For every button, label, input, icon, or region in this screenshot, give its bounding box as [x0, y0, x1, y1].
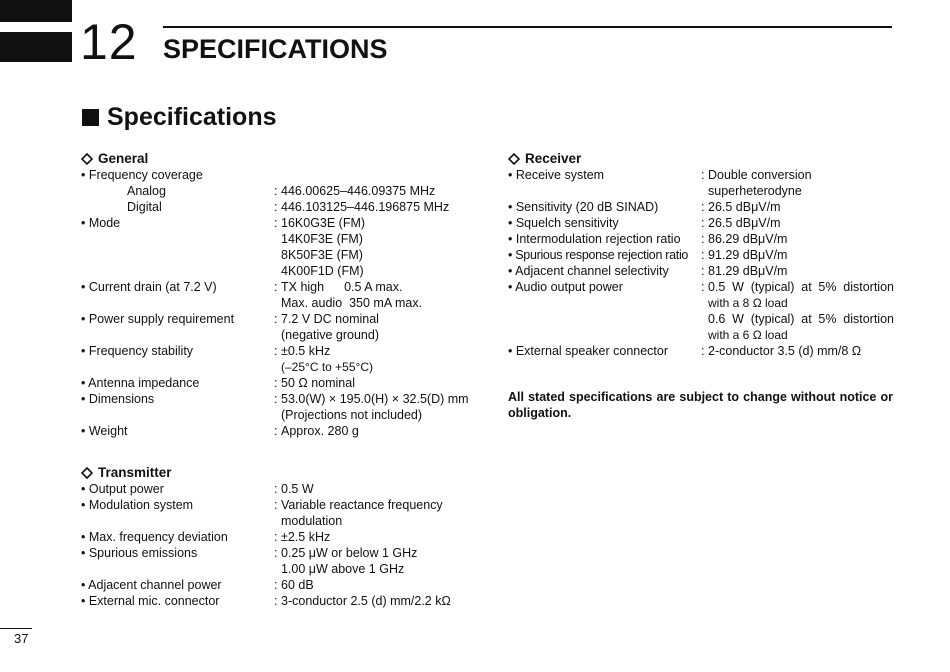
- spec-row-adjacent-power: [81, 577, 471, 593]
- separator: :: [274, 312, 278, 326]
- square-bullet-icon: [82, 109, 99, 126]
- spec-row-weight: [81, 423, 471, 439]
- separator: :: [701, 248, 705, 262]
- separator: :: [274, 200, 278, 214]
- separator: :: [701, 200, 705, 214]
- spec-value: 8K50F3E (FM): [281, 248, 363, 262]
- spec-row-dimensions: [81, 391, 471, 423]
- spec-value: 16K0G3E (FM): [281, 216, 366, 230]
- page-number: 37: [14, 631, 29, 646]
- spec-label: • Dimensions: [81, 392, 155, 406]
- chapter-tab-bar-top: [0, 0, 72, 22]
- spec-label: • Max. frequency deviation: [81, 530, 228, 544]
- separator: :: [701, 344, 705, 358]
- right-column: [508, 151, 894, 421]
- spec-value: 2-conductor 3.5 (d) mm/8 Ω: [708, 344, 862, 358]
- separator: :: [274, 280, 278, 294]
- spec-value: 60 dB: [281, 578, 314, 592]
- spec-row-modulation-system: [81, 497, 471, 529]
- spec-value: 7.2 V DC nominal: [281, 312, 379, 326]
- spec-value: 86.29 dBμV/m: [708, 232, 788, 246]
- separator: :: [274, 594, 278, 608]
- diamond-outline-icon: [81, 153, 93, 165]
- spec-value: 50 Ω nominal: [281, 376, 355, 390]
- spec-value: 14K0F3E (FM): [281, 232, 363, 246]
- spec-value: 26.5 dBμV/m: [708, 216, 781, 230]
- spec-label: • Spurious emissions: [81, 546, 198, 560]
- spec-label: • Adjacent channel power: [81, 578, 222, 592]
- separator: :: [274, 392, 278, 406]
- header-rule: [163, 26, 892, 28]
- spec-value: ±2.5 kHz: [281, 530, 331, 544]
- spec-row-spurious-response: [508, 247, 894, 263]
- spec-value: Variable reactance frequency: [281, 498, 443, 512]
- separator: :: [274, 376, 278, 390]
- spec-value: (Projections not included): [281, 408, 423, 422]
- separator: :: [701, 280, 705, 294]
- spec-row-audio-output: [508, 279, 894, 343]
- spec-value: ±0.5 kHz: [281, 344, 331, 358]
- chapter-number: 12: [80, 14, 138, 70]
- spec-label: • Current drain (at 7.2 V): [81, 280, 217, 294]
- separator: :: [701, 216, 705, 230]
- spec-row-antenna-impedance: [81, 375, 471, 391]
- receiver-heading-text: Receiver: [525, 151, 582, 166]
- separator: :: [274, 578, 278, 592]
- spec-value: 4K00F1D (FM): [281, 264, 364, 278]
- spec-label: • Modulation system: [81, 498, 194, 512]
- spec-value: Approx. 280 g: [281, 424, 359, 438]
- spec-row-receive-system: [508, 167, 894, 199]
- spec-value: 0.6 W (typical) at 5% distortion: [708, 312, 894, 326]
- spec-label: • Receive system: [508, 168, 605, 182]
- separator: :: [274, 184, 278, 198]
- spec-label: • Output power: [81, 482, 164, 496]
- spec-row-frequency-stability: [81, 343, 471, 375]
- general-heading-text: General: [98, 151, 149, 166]
- spec-value: 26.5 dBμV/m: [708, 200, 781, 214]
- spec-label: • Intermodulation rejection ratio: [508, 232, 681, 246]
- change-notice: All stated specifications are subject to change without notice or obligation.: [508, 390, 893, 420]
- spec-value: 1.00 μW above 1 GHz: [281, 562, 405, 576]
- spec-value: 0.25 μW or below 1 GHz: [281, 546, 418, 560]
- spec-label: • Frequency coverage: [81, 168, 203, 182]
- section-title: [82, 102, 277, 132]
- spec-label: • Antenna impedance: [81, 376, 200, 390]
- spec-value: 53.0(W) × 195.0(H) × 32.5(D) mm: [281, 392, 469, 406]
- separator: :: [701, 232, 705, 246]
- spec-label: • Squelch sensitivity: [508, 216, 619, 230]
- diamond-outline-icon: [508, 153, 520, 165]
- spec-label: • Adjacent channel selectivity: [508, 264, 669, 278]
- spec-value: 446.103125–446.196875 MHz: [281, 200, 450, 214]
- spec-row-power-supply: [81, 311, 471, 343]
- section-title-text: Specifications: [107, 103, 277, 131]
- separator: :: [274, 530, 278, 544]
- spec-row-sensitivity: [508, 199, 894, 215]
- spec-label: • Weight: [81, 424, 128, 438]
- spec-row-mode: [81, 215, 471, 279]
- spec-label: • Spurious response rejection ratio: [508, 248, 689, 262]
- left-column: [81, 151, 471, 609]
- spec-label: • External mic. connector: [81, 594, 220, 608]
- spec-value: 0.5 W: [281, 482, 314, 496]
- spec-value: with a 6 Ω load: [708, 328, 788, 342]
- spec-value: Double conversion: [708, 168, 812, 182]
- spec-label: • Audio output power: [508, 280, 623, 294]
- spec-value: modulation: [281, 514, 343, 528]
- spec-row-adjacent-selectivity: [508, 263, 894, 279]
- spec-value: 0.5 W (typical) at 5% distortion: [708, 280, 894, 294]
- separator: :: [274, 498, 278, 512]
- page-number-rule: [0, 628, 32, 629]
- spec-value: 3-conductor 2.5 (d) mm/2.2 kΩ: [281, 594, 451, 608]
- separator: :: [701, 168, 705, 182]
- spec-row-current-drain: [81, 279, 471, 311]
- transmitter-heading-text: Transmitter: [98, 465, 172, 480]
- separator: :: [274, 546, 278, 560]
- spec-value: (–25°C to +55°C): [281, 360, 373, 374]
- spec-row-frequency-coverage: [81, 167, 471, 183]
- chapter-title: SPECIFICATIONS: [163, 34, 388, 64]
- spec-value: 91.29 dBμV/m: [708, 248, 788, 262]
- spec-label: • External speaker connector: [508, 344, 669, 358]
- chapter-tab-bar-bottom: [0, 32, 72, 62]
- spec-value: with a 8 Ω load: [708, 296, 788, 310]
- spec-value: TX high: [281, 280, 325, 294]
- spec-value: superheterodyne: [708, 184, 802, 198]
- spec-row-squelch: [508, 215, 894, 231]
- spec-row-ext-mic: [81, 593, 471, 609]
- spec-row-output-power: [81, 481, 471, 497]
- spec-label: Digital: [127, 200, 162, 214]
- spec-label: Analog: [127, 184, 166, 198]
- diamond-outline-icon: [81, 467, 93, 479]
- spec-row-spurious-emissions: [81, 545, 471, 577]
- receiver-heading: [508, 151, 894, 167]
- spec-label: • Power supply requirement: [81, 312, 235, 326]
- spec-row-digital: [81, 199, 471, 215]
- spec-row-intermod: [508, 231, 894, 247]
- spec-row-analog: [81, 183, 471, 199]
- spec-value: 81.29 dBμV/m: [708, 264, 788, 278]
- general-heading: [81, 151, 471, 167]
- separator: :: [274, 216, 278, 230]
- spec-label: • Frequency stability: [81, 344, 194, 358]
- separator: :: [274, 482, 278, 496]
- separator: :: [274, 344, 278, 358]
- separator: :: [701, 264, 705, 278]
- spec-value: 446.00625–446.09375 MHz: [281, 184, 436, 198]
- spec-label: • Mode: [81, 216, 121, 230]
- spec-value: 0.5 A max.: [344, 280, 403, 294]
- spec-row-max-deviation: [81, 529, 471, 545]
- spec-value: (negative ground): [281, 328, 379, 342]
- transmitter-heading: [81, 465, 471, 481]
- spec-value: Max. audio 350 mA max.: [281, 296, 423, 310]
- spec-row-ext-speaker: [508, 343, 894, 359]
- separator: :: [274, 424, 278, 438]
- spec-label: • Sensitivity (20 dB SINAD): [508, 200, 659, 214]
